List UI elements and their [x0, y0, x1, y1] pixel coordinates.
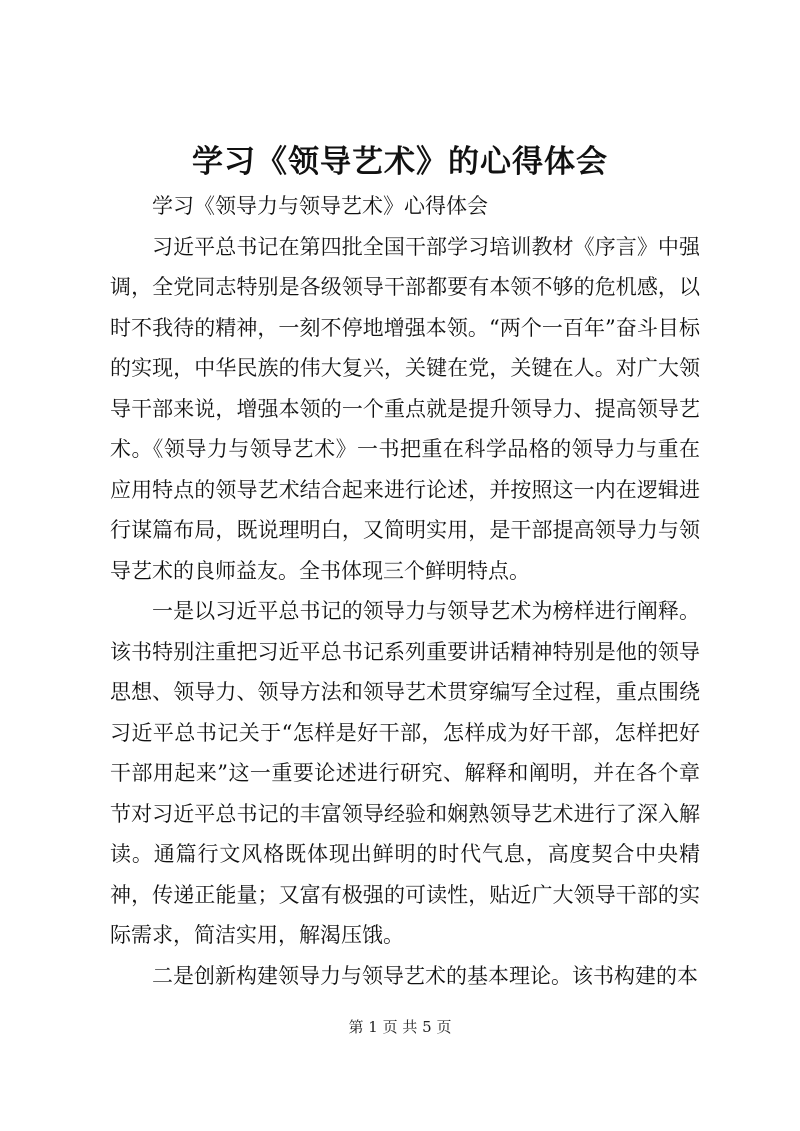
page-number-footer: 第 1 页 共 5 页 — [348, 1018, 452, 1036]
document-title: 学习《领导艺术》的心得体会 — [192, 144, 608, 180]
body-paragraph-point-two: 二是创新构建领导力与领导艺术的基本理论。该书构建的本 — [152, 963, 698, 988]
document-body — [110, 186, 700, 996]
subtitle-paragraph: 学习《领导力与领导艺术》心得体会 — [152, 194, 488, 218]
body-paragraph-point-one: 一是以习近平总书记的领导力与领导艺术为榜样进行阐释。该书特别注重把习近平总书记系列重要讲话精神特别是他的领导思想、领导力、领导方法和领导艺术贯穿编写全过程，重点围绕习近平总书记关于“怎样是好干部，怎样成为好干部，怎样把好干部用起来”这一重要论述进行研究、解释和阐明，并在各个章节对习近平总书记的丰富领导经验和娴熟领导艺术进行了深入解读。通篇行文风格既体现出鲜明的时代气息，高度契合中央精神，传递正能量；又富有极强的可读性，贴近广大领导干部的实际需求，简洁实用，解渴压饿。 — [110, 599, 700, 947]
body-paragraph-intro: 习近平总书记在第四批全国干部学习培训教材《序言》中强调，全党同志特别是各级领导干部都要有本领不够的危机感，以时不我待的精神，一刻不停地增强本领。“两个一百年”奋斗目标的实现，中华民族的伟大复兴，关键在党，关键在人。对广大领导干部来说，增强本领的一个重点就是提升领导力、提高领导艺术。《领导力与领导艺术》一书把重在科学品格的领导力与重在应用特点的领导艺术结合起来进行论述，并按照这一内在逻辑进行谋篇布局，既说理明白，又简明实用，是干部提高领导力与领导艺术的良师益友。全书体现三个鲜明特点。 — [110, 234, 700, 583]
